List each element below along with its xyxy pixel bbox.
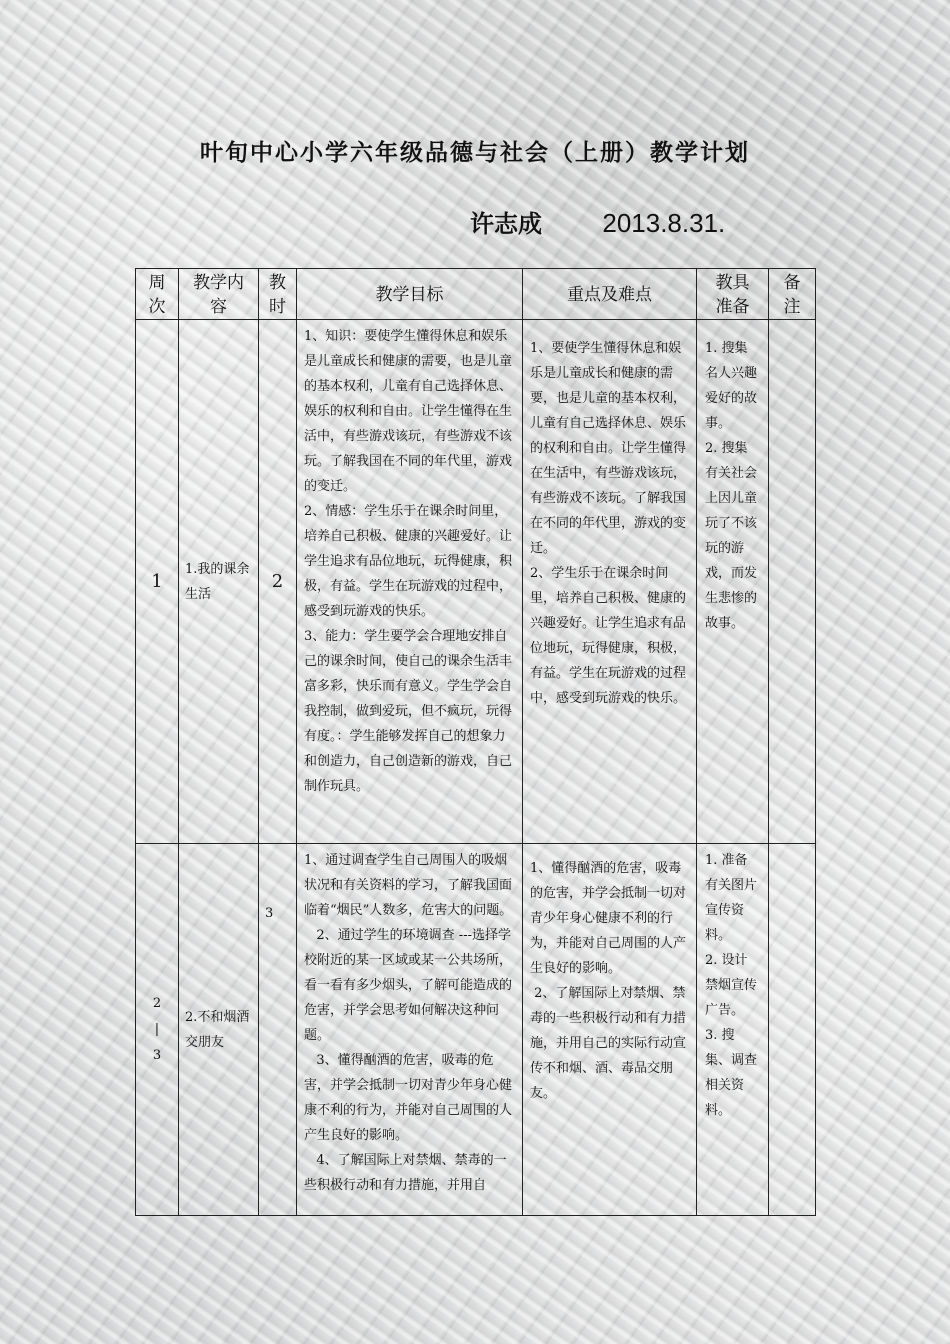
row2-key-points: 1、懂得酗酒的危害，吸毒的危害，并学会抵制一切对青少年身心健康不利的行为，并能对自己周围的人产生良好的影响。 2、了解国际上对禁烟、禁毒的一些积极行动和有力措施，并用自己的实际行动宣传不和烟、酒、毒品交朋友。 xyxy=(530,861,687,1101)
header-content: 教学内 容 xyxy=(179,269,259,320)
teaching-plan-table xyxy=(135,268,816,1216)
header-goals: 教学目标 xyxy=(297,269,523,320)
document-title: 叶旬中心小学六年级品德与社会（上册）教学计划 xyxy=(200,140,750,166)
table-header-row xyxy=(136,269,816,320)
author-line xyxy=(470,204,725,239)
row1-key-points-cell xyxy=(523,320,697,844)
row1-goals-cell xyxy=(297,320,523,844)
table-row xyxy=(136,320,816,844)
header-week: 周 次 xyxy=(136,269,179,320)
row2-notes xyxy=(769,844,816,1216)
row2-key-points-cell xyxy=(523,844,697,1216)
table-row xyxy=(136,844,816,1216)
row2-hours: 3 xyxy=(259,844,297,1216)
row1-notes xyxy=(769,320,816,844)
row1-content: 1.我的课余生活 xyxy=(179,320,259,844)
row2-content: 2.不和烟酒交朋友 xyxy=(179,844,259,1216)
row1-goals: 1、知识：要使学生懂得休息和娱乐是儿童成长和健康的需要，也是儿童的基本权利，儿童有自己选择休息、娱乐的权利和自由。让学生懂得在生活中，有些游戏该玩，有些游戏不该玩。了解我国在不同的年代里，游戏的变迁。 2、情感：学生乐于在课余时间里，培养自己积极、健康的兴趣爱好。让学生追求有品位地玩，玩得健康，积极，有益。学生在玩游戏的过程中，感受到玩游戏的快乐。 3、能力：学生要学会合理地安排自己的课余时间，使自己的课余生活丰富多彩，快乐而有意义。学生学会自我控制，做到爱玩，但不疯玩，玩得有度。：学生能够发挥自己的想象力和创造力，自己创造新的游戏，自己制作玩具。 xyxy=(304,329,513,794)
header-hours: 教 时 xyxy=(259,269,297,320)
row1-key-points: 1、要使学生懂得休息和娱乐是儿童成长和健康的需要，也是儿童的基本权利，儿童有自己选择休息、娱乐的权利和自由。让学生懂得在生活中，有些游戏该玩，有些游戏不该玩。了解我国在不同的年代里，游戏的变迁。 2、学生乐于在课余时间里，培养自己积极、健康的兴趣爱好。让学生追求有品位地玩，玩得健康，积极，有益。学生在玩游戏的过程中，感受到玩游戏的快乐。 xyxy=(530,341,687,706)
header-key-points: 重点及难点 xyxy=(523,269,697,320)
row2-week: 2 | 3 xyxy=(136,844,179,1216)
header-tools: 教具 准备 xyxy=(697,269,769,320)
row1-tools: 1. 搜集名人兴趣爱好的故事。 2. 搜集有关社会上因儿童玩了不该玩的游戏，而发生悲惨的故事。 xyxy=(705,341,758,631)
row2-tools: 1. 准备有关图片宣传资料。 2. 设计禁烟宣传广告。 3. 搜集、调查相关资料。 xyxy=(705,853,758,1118)
row2-goals: 1、通过调查学生自己周围人的吸烟状况和有关资料的学习，了解我国面临着“烟民”人数多，危害大的问题。 2、通过学生的环境调查 ---选择学校附近的某一区域或某一公共场所，看一看有多少烟头，了解可能造成的危害，并学会思考如何解决这种问题。 3、懂得酗酒的危害，吸毒的危害，并学会抵制一切对青少年身心健康不利的行为，并能对自己周围的人产生良好的影响。 4、了解国际上对禁烟、禁毒的一些积极行动和有力措施，并用自 xyxy=(304,853,513,1193)
row1-tools-cell xyxy=(697,320,769,844)
author-name: 许志成 xyxy=(470,210,542,238)
plan-date: 2013.8.31. xyxy=(602,208,726,238)
row1-hours: 2 xyxy=(259,320,297,844)
row2-tools-cell xyxy=(697,844,769,1216)
row1-week: 1 xyxy=(136,320,179,844)
header-notes: 备 注 xyxy=(769,269,816,320)
row2-goals-cell xyxy=(297,844,523,1216)
